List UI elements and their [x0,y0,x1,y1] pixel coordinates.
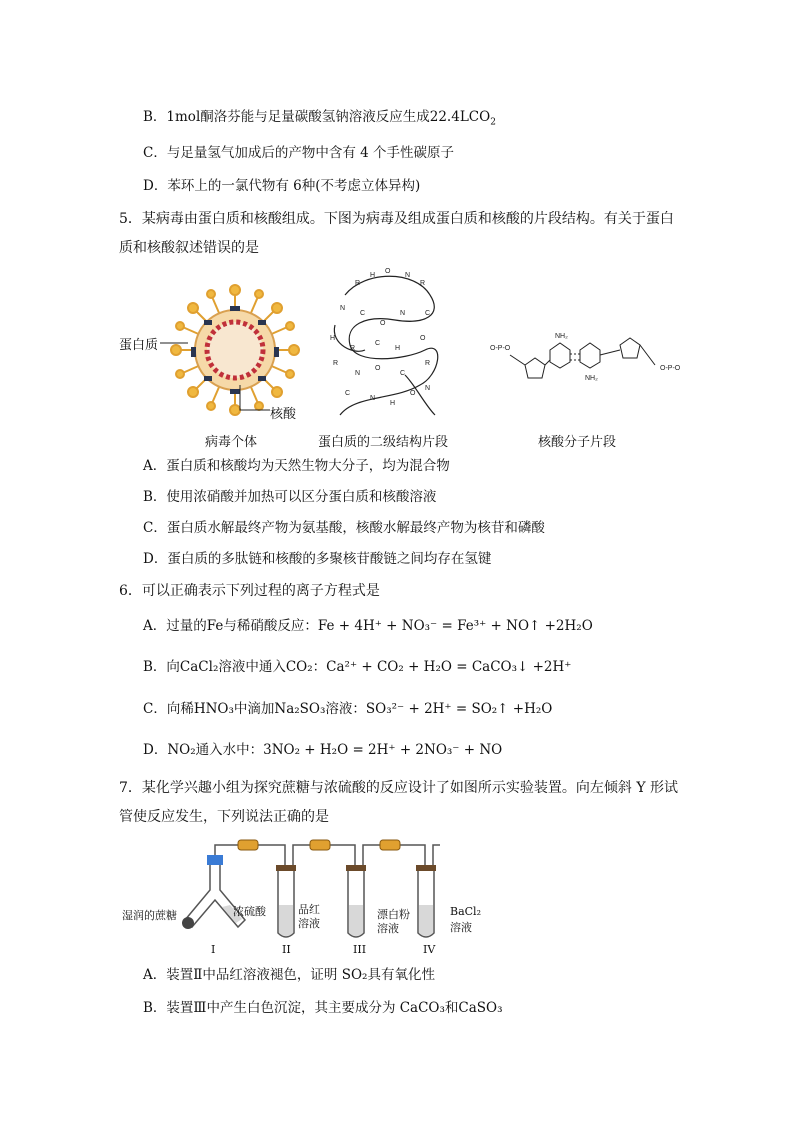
svg-text:N: N [405,272,411,279]
q7-stem-line1: 7．某化学兴趣小组为探究蔗糖与浓硫酸的反应设计了如图所示实验装置。向左倾斜 Y 形试 [119,780,679,796]
q7-option-b: B．装置Ⅲ中产生白色沉淀，其主要成分为 CaCO₃和CaSO₃ [143,1000,503,1016]
svg-text:N: N [400,310,406,317]
svg-text:N: N [340,305,346,312]
svg-text:H: H [370,272,376,279]
q6-option-a-label: A．过量的Fe与稀硝酸反应： [143,618,318,634]
q6-option-d-equation: 3NO₂ + H₂O = 2H⁺ + 2NO₃⁻ + NO [263,742,503,758]
label-conc-sulfuric: 浓硫酸 [233,905,266,918]
nucleic-pointer-line [235,385,275,415]
caption-virus: 病毒个体 [205,435,258,450]
caption-nucleic-fragment: 核酸分子片段 [538,435,617,450]
svg-text:O: O [385,268,391,275]
q5-stem-line1: 5．某病毒由蛋白质和核酸组成。下图为病毒及组成蛋白质和核酸的片段结构。有关于蛋白 [119,211,674,227]
q5-option-b: B．使用浓硝酸并加热可以区分蛋白质和核酸溶液 [143,489,437,505]
label-bacl2: BaCl₂ [450,905,481,918]
protein-pointer-line [160,340,190,346]
svg-text:H: H [330,335,336,342]
svg-text:R: R [333,360,339,367]
svg-text:C: C [375,340,381,347]
label-apparatus-II: II [282,943,291,956]
q6-option-c-label: C．向稀HNO₃中滴加Na₂SO₃溶液： [143,701,366,717]
svg-text:C: C [345,390,351,397]
sugar-mass [182,917,194,929]
protein-secondary-structure [325,265,445,425]
apparatus-illustration [170,835,480,945]
svg-text:C: C [360,310,366,317]
svg-text:N: N [370,395,376,402]
svg-text:O-P-O: O-P-O [490,345,511,352]
svg-text:O: O [410,390,416,397]
label-pinred-1: 品红 [298,903,320,916]
q6-option-d [143,741,502,759]
label-apparatus-III: III [353,943,367,956]
q6-option-a-equation: Fe + 4H⁺ + NO₃⁻ = Fe³⁺ + NO↑ +2H₂O [317,618,593,634]
q6-option-b-label: B．向CaCl₂溶液中通入CO₂： [143,659,327,675]
svg-text:H: H [390,400,396,407]
label-bleach-2: 溶液 [377,922,399,935]
label-apparatus-I: I [211,943,216,956]
label-bacl2-solution: 溶液 [450,921,472,934]
virus-core [207,322,263,378]
svg-text:R: R [420,280,426,287]
svg-text:R: R [350,345,356,352]
q7-option-a: A．装置Ⅱ中品红溶液褪色，证明 SO₂具有氧化性 [143,967,435,983]
svg-text:O-P-O: O-P-O [660,365,680,372]
svg-text:H: H [395,345,401,352]
q5-option-d: D．蛋白质的多肽链和核酸的多聚核苷酸链之间均存在氢键 [143,551,492,567]
svg-text:N: N [425,385,431,392]
q5-option-a: A．蛋白质和核酸均为天然生物大分子，均为混合物 [143,458,450,474]
test-tube-stoppers [276,865,436,871]
nucleic-acid-fragment [480,310,680,410]
q6-option-b-equation: Ca²⁺ + CO₂ + H₂O = CaCO₃↓ +2H⁺ [326,659,572,675]
svg-text:R: R [425,360,431,367]
svg-text:NH₂: NH₂ [585,375,598,382]
svg-text:O: O [420,335,426,342]
svg-text:NH₂: NH₂ [555,333,568,340]
q6-option-c [143,700,552,718]
q4-option-b-sub: 2 [490,117,496,128]
q6-option-d-label: D．NO₂通入水中： [143,742,264,758]
q6-stem: 6．可以正确表示下列过程的离子方程式是 [119,583,380,599]
q5-stem-line2: 质和核酸叙述错误的是 [119,240,259,256]
svg-text:O: O [375,365,381,372]
q6-option-a [143,617,593,635]
label-pinred-2: 溶液 [298,917,320,930]
q5-option-c: C．蛋白质水解最终产物为氨基酸，核酸水解最终产物为核苷和磷酸 [143,520,545,536]
label-moist-sugar: 湿润的蔗糖 [122,909,177,922]
q4-option-b-text: 1mol酮洛芬能与足量碳酸氢钠溶液反应生成22.4LCO [166,109,491,125]
q4-option-b [143,108,496,132]
label-protein: 蛋白质 [119,338,159,353]
q7-stem-line2: 管使反应发生，下列说法正确的是 [119,809,329,825]
label-apparatus-IV: IV [423,943,436,956]
q6-option-b [143,658,571,676]
svg-text:C: C [400,370,406,377]
q4-option-b-prefix: B． [143,109,167,125]
q6-option-c-equation: SO₃²⁻ + 2H⁺ = SO₂↑ +H₂O [365,701,553,717]
svg-text:R: R [355,280,361,287]
label-nucleic-acid: 核酸 [270,407,297,422]
label-bleach-1: 漂白粉 [377,908,410,921]
q4-option-d: D．苯环上的一氯代物有 6种(不考虑立体异构) [143,178,421,194]
caption-protein-structure: 蛋白质的二级结构片段 [318,435,449,450]
svg-text:N: N [355,370,361,377]
svg-text:C: C [425,310,431,317]
q4-option-c: C．与足量氢气加成后的产物中含有 4 个手性碳原子 [143,145,455,161]
svg-text:O: O [380,320,386,327]
y-tube-stopper [207,855,223,865]
